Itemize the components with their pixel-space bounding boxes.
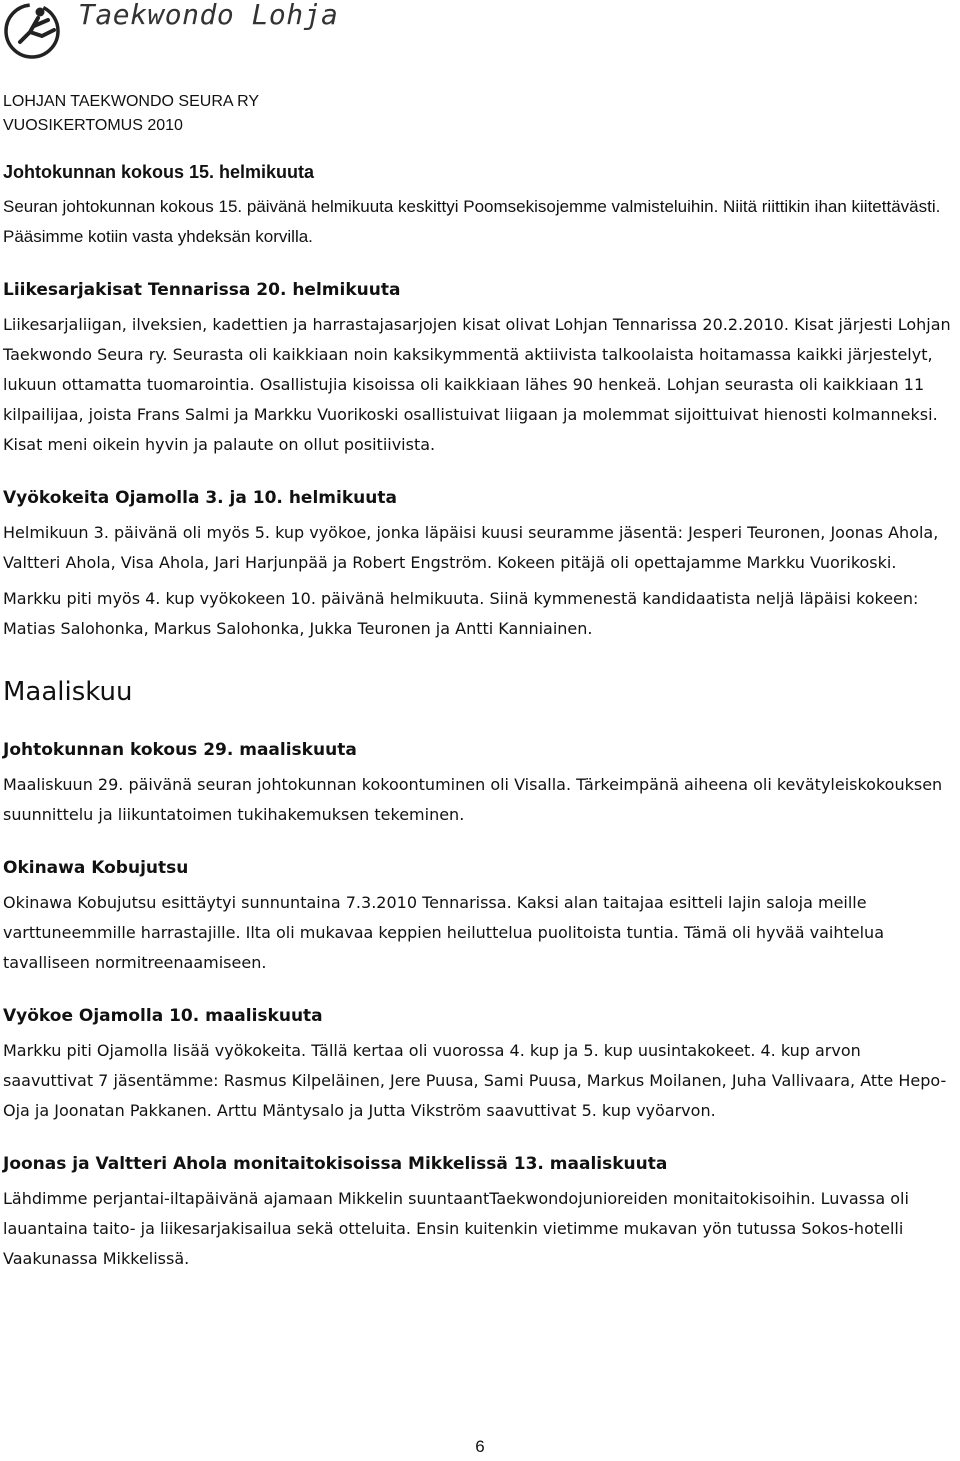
section-heading: Johtokunnan kokous 15. helmikuuta: [3, 162, 315, 182]
document-body: [3, 158, 955, 1274]
organization-name: LOHJAN TAEKWONDO SEURA RY: [3, 93, 260, 110]
paragraph: Maaliskuun 29. päivänä seuran johtokunnan kokoontuminen oli Visalla. Tärkeimpänä aiheena oli kevätyleiskokouksen suunnittelu ja liikuntatoimen tukihakemuksen tekeminen.: [3, 775, 943, 824]
paragraph: Liikesarjaliigan, ilveksien, kadettien ja harrastajasarjojen kisat olivat Lohjan Tennarissa 20.2.2010. Kisat järjesti Lohjan Taekwondo Seura ry. Seurasta oli kaikkiaan noin kaksikymmentä aktiivista talkoolaista hoitamassa kaikki järjestelyt, lukuun ottamatta tuomarointia. Osallistujia kisoissa oli kaikkiaan lähes 90 henkeä. Lohjan seurasta oli kaikkiaan 11 kilpailijaa, joista Frans Salmi ja Markku Vuorikoski osallistuivat liigaan ja molemmat sijoittuivat hienosti kolmanneksi. Kisat meni oikein hyvin ja palaute on ollut positiivista.: [3, 315, 951, 454]
brand-wordmark: Taekwondo Lohja: [78, 0, 339, 31]
paragraph: Markku piti myös 4. kup vyökokeen 10. päivänä helmikuuta. Siinä kymmenestä kandidaatista neljä läpäisi kokeen: Matias Salohonka, Markus Salohonka, Jukka Teuronen ja Antti Kanniainen.: [3, 589, 919, 638]
section-heading: Vyökoe Ojamolla 10. maaliskuuta: [3, 1006, 323, 1026]
page-header: [0, 0, 960, 140]
organization-block: [3, 90, 259, 138]
month-heading: Maaliskuu: [3, 677, 133, 707]
document-title: VUOSIKERTOMUS 2010: [3, 117, 183, 134]
paragraph: Lähdimme perjantai-iltapäivänä ajamaan Mikkelin suuntaantTaekwondojunioreiden monitaitokisoihin. Luvassa oli lauantaina taito- ja liikesarjakisailua sekä otteluita. Ensin kuitenkin vietimme mukavan yön tutussa Sokos-hotelli Vaakunassa Mikkelissä.: [3, 1189, 909, 1268]
paragraph: Helmikuun 3. päivänä oli myös 5. kup vyökoe, jonka läpäisi kuusi seuramme jäsentä: Jesperi Teuronen, Joonas Ahola, Valtteri Ahola, Visa Ahola, Jari Harjunpää ja Robert Engström. Kokeen pitäjä oli opettajamme Markku Vuorikoski.: [3, 523, 939, 572]
section-heading: Vyökokeita Ojamolla 3. ja 10. helmikuuta: [3, 488, 397, 508]
section-heading: Joonas ja Valtteri Ahola monitaitokisoissa Mikkelissä 13. maaliskuuta: [3, 1154, 668, 1174]
page-number: 6: [475, 1437, 485, 1456]
paragraph: Okinawa Kobujutsu esittäytyi sunnuntaina 7.3.2010 Tennarissa. Kaksi alan taitajaa esitteli lajin saloja meille varttuneemmille harrastajille. Ilta oli mukavaa keppien heiluttelua puolitoista tuntia. Tämä oli hyvää vaihtelua tavalliseen normitreenaamiseen.: [3, 893, 884, 972]
section-heading: Okinawa Kobujutsu: [3, 858, 189, 878]
taekwondo-logo-icon: [2, 2, 64, 60]
section-heading: Johtokunnan kokous 29. maaliskuuta: [3, 740, 357, 760]
paragraph: Seuran johtokunnan kokous 15. päivänä helmikuuta keskittyi Poomsekisojemme valmisteluihin. Niitä riittikin ihan kiitettävästi. Pääsimme kotiin vasta yhdeksän korvilla.: [3, 197, 941, 246]
paragraph: Markku piti Ojamolla lisää vyökokeita. Tällä kertaa oli vuorossa 4. kup ja 5. kup uusintakokeet. 4. kup arvon saavuttivat 7 jäsentämme: Rasmus Kilpeläinen, Jere Puusa, Sami Puusa, Markus Moilanen, Juha Vallivaara, Atte Hepo-Oja ja Joonatan Pakkanen. Arttu Mäntysalo ja Jutta Vikström saavuttivat 5. kup vyöarvon.: [3, 1041, 947, 1120]
section-heading: Liikesarjakisat Tennarissa 20. helmikuuta: [3, 280, 401, 300]
